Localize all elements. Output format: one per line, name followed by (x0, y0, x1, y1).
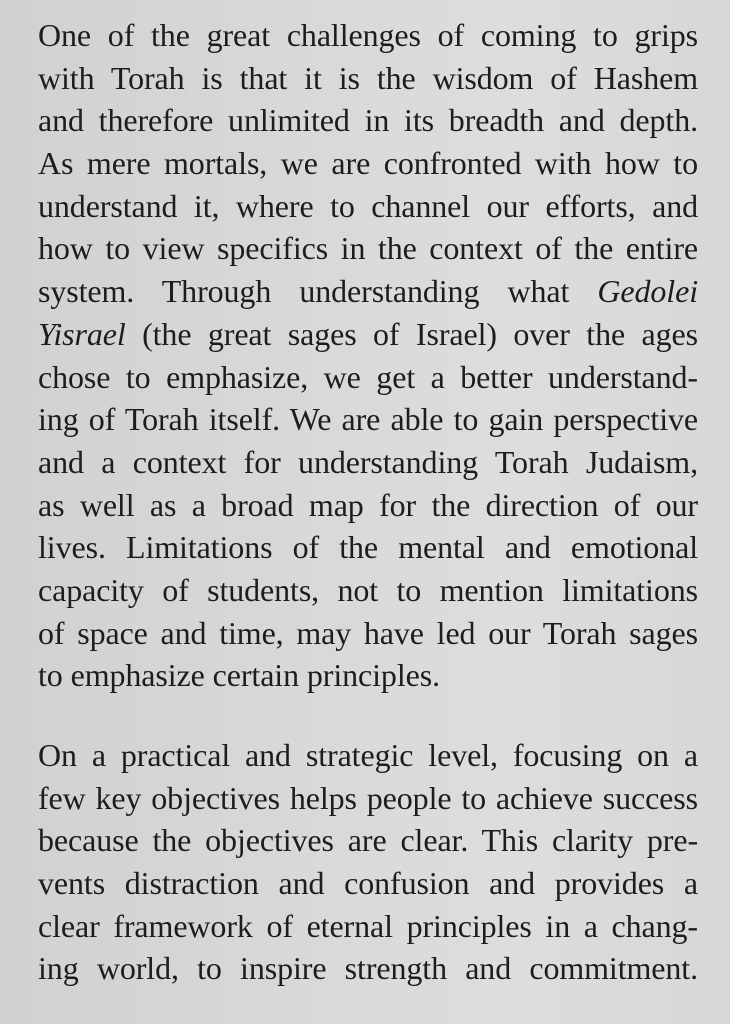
text-line: understand it, where to channel our efforts, and (38, 187, 698, 224)
text-line: ing of Torah itself. We are able to gain perspective (38, 401, 698, 438)
text-line: and therefore unlimited in its breadth and depth. (38, 102, 698, 139)
text-line (38, 270, 698, 313)
text-line: As mere mortals, we are confronted with how to (38, 145, 698, 182)
italic-term: Gedolei (597, 273, 698, 310)
text-line: One of the great challenges of coming to grips (38, 17, 698, 53)
text-line: On a practical and strategic level, focusing on a (38, 737, 698, 773)
text-line: as well as a broad map for the direction of our (38, 486, 698, 523)
text-line: capacity of students, not to mention limitations (38, 571, 698, 608)
text-line: lives. Limitations of the mental and emotional (38, 529, 698, 566)
paragraph-2 (38, 734, 698, 990)
text-line: of space and time, may have led our Torah sages (38, 614, 698, 651)
text-line: because the objectives are clear. This clarity pre- (38, 822, 698, 859)
text-line: ing world, to inspire strength and commitment. (38, 950, 698, 987)
text-line: and a context for understanding Torah Judaism, (38, 443, 698, 480)
text-line: few key objectives helps people to achieve success (38, 779, 698, 816)
text-line: with Torah is that it is the wisdom of Hashem (38, 59, 698, 96)
text-line: to emphasize certain principles. (38, 657, 440, 694)
text-line (38, 313, 698, 356)
text-run: system. Through understanding what (38, 273, 598, 310)
text-line: vents distraction and confusion and provides a (38, 865, 698, 902)
paragraph-1 (38, 14, 698, 697)
text-line: chose to emphasize, we get a better understand- (38, 358, 698, 395)
text-run: (the great sages of Israel) over the ages (125, 315, 698, 352)
italic-term: Yisrael (38, 315, 126, 352)
text-line: how to view specifics in the context of the entire (38, 230, 698, 267)
text-line: clear framework of eternal principles in a chang- (38, 907, 698, 944)
